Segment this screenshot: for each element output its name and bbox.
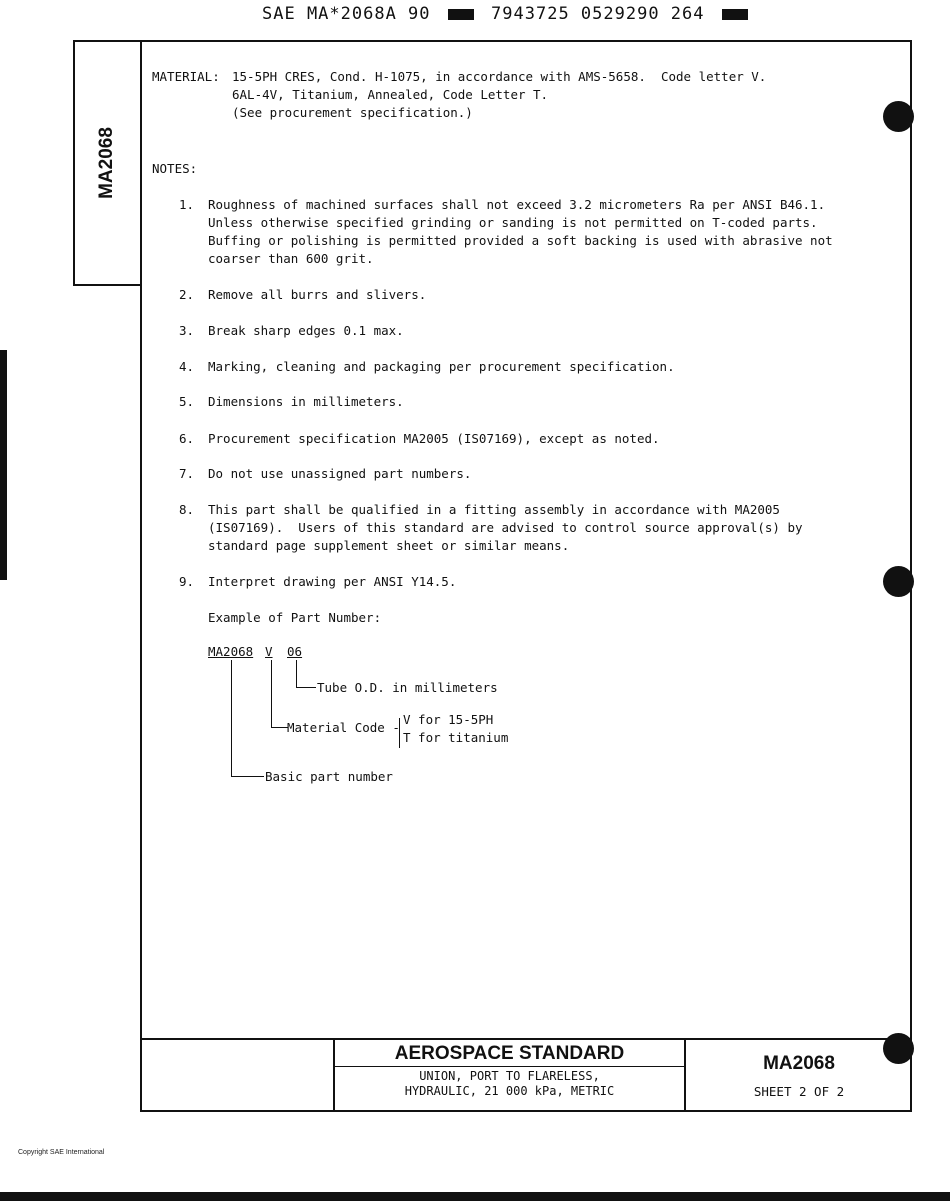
title-block-divider [684,1038,686,1112]
tube-label: Tube O.D. in millimeters [317,680,498,695]
material-line: 15-5PH CRES, Cond. H-1075, in accordance with AMS-5658. Code letter V. [232,69,767,84]
note-number: 2. [178,287,194,302]
note-number: 6. [178,431,194,446]
header-code-right: 7943725 0529290 264 [491,4,705,24]
leader-line [296,660,297,688]
note-line: Remove all burrs and slivers. [208,287,427,302]
note-number: 7. [178,466,194,481]
title-block-rule [335,1066,684,1067]
note-line: Procurement specification MA2005 (IS07169), except as noted. [208,431,660,446]
part-code: V [265,644,273,659]
material-code-v: V for 15-5PH [403,712,494,727]
note-line: Buffing or polishing is permitted provided a soft backing is used with abrasive not [208,233,833,248]
note-line: Dimensions in millimeters. [208,394,404,409]
note-number: 4. [178,359,194,374]
material-code-t: T for titanium [403,730,509,745]
part-basic: MA2068 [208,644,254,659]
note-line: Unless otherwise specified grinding or sanding is not permitted on T-coded parts. [208,215,818,230]
standard-heading: AEROSPACE STANDARD [394,1043,625,1064]
note-line: coarser than 600 grit. [208,251,374,266]
note-number: 9. [178,574,194,589]
document-number: MA2068 [763,1053,835,1074]
copyright-notice: Copyright SAE International [18,1149,105,1156]
notes-label: NOTES: [152,161,198,176]
part-size: 06 [287,644,303,659]
header-code [262,4,754,24]
leader-line [231,776,264,777]
note-number: 3. [178,323,194,338]
leader-line [271,660,272,728]
note-line: Marking, cleaning and packaging per procurement specification. [208,359,675,374]
scan-bottom-edge [0,1192,950,1201]
example-label: Example of Part Number: [208,610,382,625]
note-line: Interpret drawing per ANSI Y14.5. [208,574,457,589]
note-line: Break sharp edges 0.1 max. [208,323,404,338]
scan-edge-mark [0,350,7,580]
basic-part-label: Basic part number [265,769,393,784]
sheet-number: SHEET 2 OF 2 [753,1084,845,1099]
material-line: (See procurement specification.) [232,105,473,120]
material-line: 6AL-4V, Titanium, Annealed, Code Letter T. [232,87,549,102]
note-number: 8. [178,502,194,517]
punch-hole [883,566,914,597]
note-line: standard page supplement sheet or similar means. [208,538,570,553]
punch-hole [883,101,914,132]
part-description: UNION, PORT TO FLARELESS, HYDRAULIC, 21 000 kPa, METRIC [404,1069,615,1098]
note-line: Do not use unassigned part numbers. [208,466,472,481]
header-code-left: SAE MA*2068A 90 [262,4,431,24]
note-line: Roughness of machined surfaces shall not exceed 3.2 micrometers Ra per ANSI B46.1. [208,197,826,212]
note-number: 5. [178,394,194,409]
side-tab-label-wrap [73,40,140,286]
note-number: 1. [178,197,194,212]
side-tab-label: MA2068 [95,127,117,199]
barcode-mark [722,9,748,20]
material-code-label: Material Code - [287,720,400,735]
note-line: This part shall be qualified in a fitting assembly in accordance with MA2005 [208,502,780,517]
material-label: MATERIAL: [152,69,220,84]
leader-line [271,727,288,728]
leader-line [296,687,316,688]
barcode-mark [448,9,474,20]
leader-line [231,660,232,777]
note-line: (IS07169). Users of this standard are advised to control source approval(s) by [208,520,803,535]
